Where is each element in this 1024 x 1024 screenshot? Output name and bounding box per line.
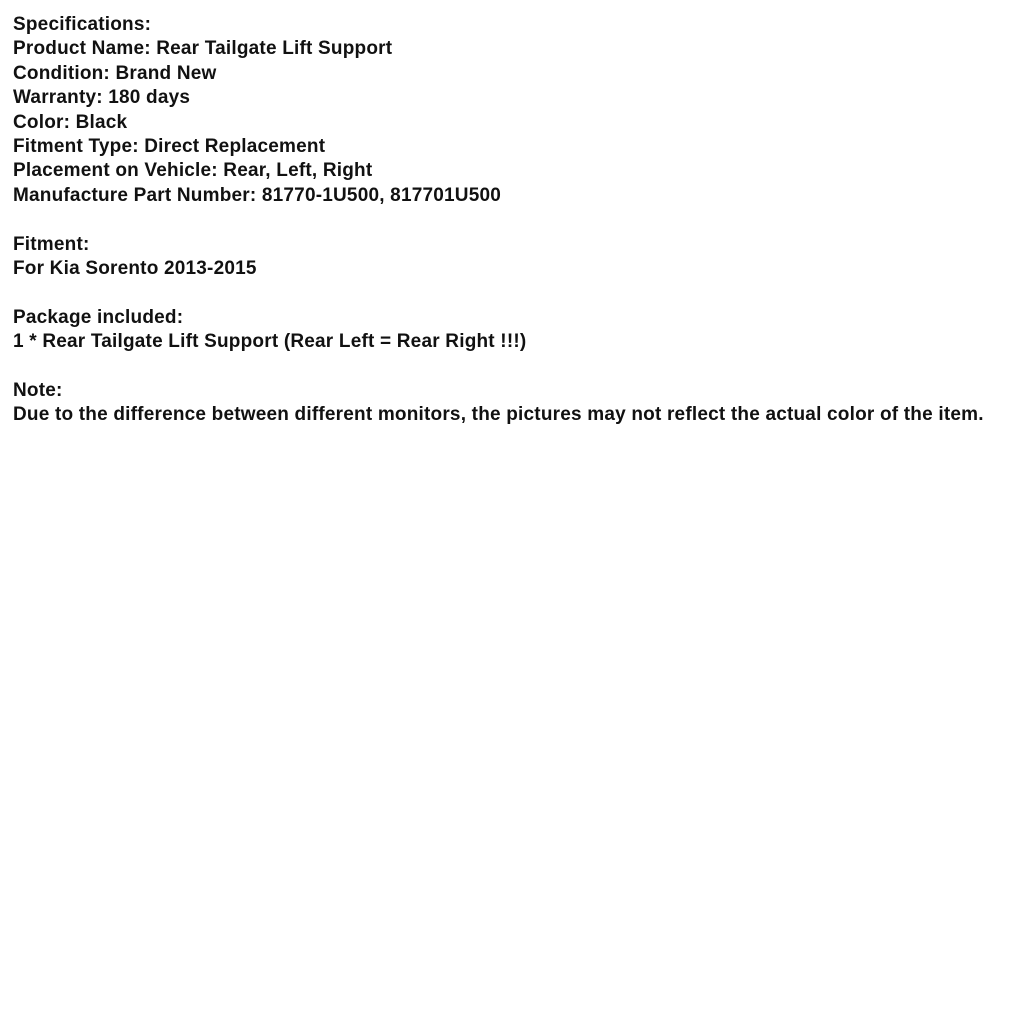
product-description	[13, 13, 1013, 428]
note-text: Due to the difference between different monitors, the pictures may not reflect the actual color of the item.	[13, 404, 984, 426]
package-contents: 1 * Rear Tailgate Lift Support (Rear Left = Rear Right !!!)	[13, 331, 527, 353]
fitment-section	[13, 233, 1013, 282]
fitment-vehicle: For Kia Sorento 2013-2015	[13, 258, 257, 280]
package-section	[13, 306, 1013, 355]
specifications-section	[13, 13, 1013, 208]
fitment-heading: Fitment:	[13, 233, 90, 255]
spec-part-number: Manufacture Part Number: 81770-1U500, 817701U500	[13, 184, 502, 206]
specifications-heading: Specifications:	[13, 14, 152, 35]
section-spacer	[13, 281, 1013, 305]
spec-placement: Placement on Vehicle: Rear, Left, Right	[13, 160, 373, 182]
spec-condition: Condition: Brand New	[13, 62, 217, 84]
section-spacer	[13, 208, 1013, 232]
note-heading: Note:	[13, 380, 63, 402]
package-heading: Package included:	[13, 306, 184, 328]
note-section	[13, 379, 1013, 428]
section-spacer	[13, 355, 1013, 379]
spec-warranty: Warranty: 180 days	[13, 87, 191, 109]
spec-color: Color: Black	[13, 111, 128, 133]
spec-fitment-type: Fitment Type: Direct Replacement	[13, 136, 326, 158]
spec-product-name: Product Name: Rear Tailgate Lift Support	[13, 38, 393, 60]
